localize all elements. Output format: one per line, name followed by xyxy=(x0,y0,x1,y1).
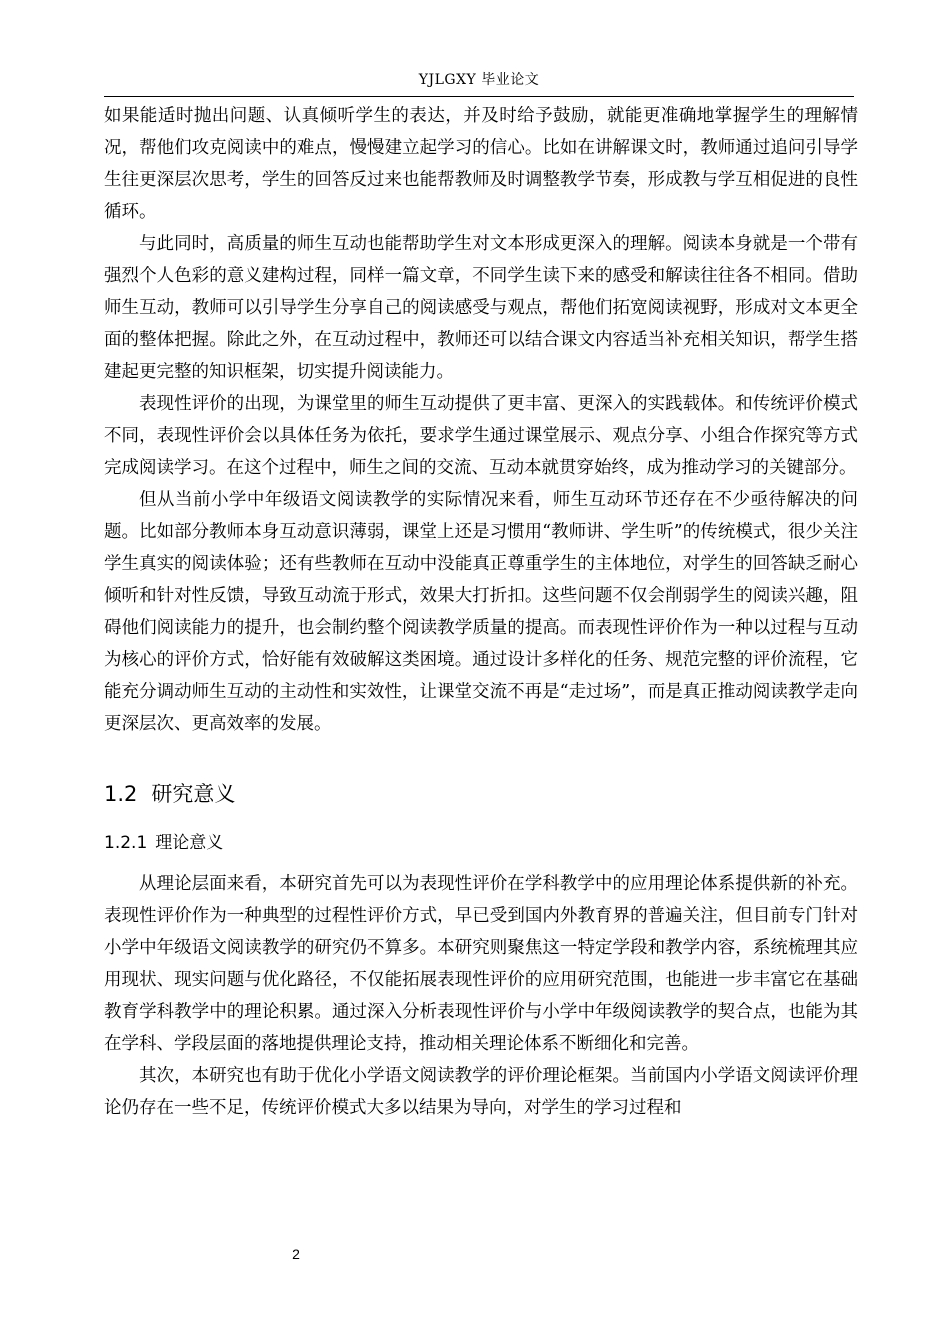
section-number: 1.2 xyxy=(104,782,138,806)
running-title: YJLGXY 毕业论文 xyxy=(418,72,540,88)
body-paragraph: 但从当前小学中年级语文阅读教学的实际情况来看，师生互动环节还存在不少亟待解决的问题。比如部分教师本身互动意识薄弱，课堂上还是习惯用“教师讲、学生听”的传统模式，很少关注学生真实的阅读体验；还有些教师在互动中没能真正尊重学生的主体地位，对学生的回答缺乏耐心倾听和针对性反馈，导致互动流于形式，效果大打折扣。这些问题不仅会削弱学生的阅读兴趣，阻碍他们阅读能力的提升，也会制约整个阅读教学质量的提高。而表现性评价作为一种以过程与互动为核心的评价方式，恰好能有效破解这类困境。通过设计多样化的任务、规范完整的评价流程，它能充分调动师生互动的主动性和实效性，让课堂交流不再是“走过场”，而是真正推动阅读教学走向更深层次、更高效率的发展。 xyxy=(104,490,858,734)
body-paragraph: 与此同时，高质量的师生互动也能帮助学生对文本形成更深入的理解。阅读本身就是一个带有强烈个人色彩的意义建构过程，同样一篇文章，不同学生读下来的感受和解读往往各不相同。借助师生互动，教师可以引导学生分享自己的阅读感受与观点，帮他们拓宽阅读视野，形成对文本更全面的整体把握。除此之外，在互动过程中，教师还可以结合课文内容适当补充相关知识，帮学生搭建起更完整的知识框架，切实提升阅读能力。 xyxy=(104,234,858,382)
section-title: 研究意义 xyxy=(151,782,236,806)
page-body xyxy=(104,100,858,1124)
running-header xyxy=(104,66,854,97)
body-paragraph-continued: 如果能适时抛出问题、认真倾听学生的表达，并及时给予鼓励，就能更准确地掌握学生的理解情况，帮他们攻克阅读中的难点，慢慢建立起学习的信心。比如在讲解课文时，教师通过追问引导学生往更深层次思考，学生的回答反过来也能帮教师及时调整教学节奏，形成教与学互相促进的良性循环。 xyxy=(104,106,858,222)
subsection-title: 理论意义 xyxy=(155,833,224,853)
subsection-heading xyxy=(104,828,858,858)
page-number: 2 xyxy=(292,1246,300,1262)
subsection-number: 1.2.1 xyxy=(104,833,148,853)
section-heading xyxy=(104,778,858,810)
body-paragraph: 其次，本研究也有助于优化小学语文阅读教学的评价理论框架。当前国内小学语文阅读评价理论仍存在一些不足，传统评价模式大多以结果为导向，对学生的学习过程和 xyxy=(104,1066,858,1118)
body-paragraph: 从理论层面来看，本研究首先可以为表现性评价在学科教学中的应用理论体系提供新的补充。表现性评价作为一种典型的过程性评价方式，早已受到国内外教育界的普遍关注，但目前专门针对小学中年级语文阅读教学的研究仍不算多。本研究则聚焦这一特定学段和教学内容，系统梳理其应用现状、现实问题与优化路径，不仅能拓展表现性评价的应用研究范围，也能进一步丰富它在基础教育学科教学中的理论积累。通过深入分析表现性评价与小学中年级阅读教学的契合点，也能为其在学科、学段层面的落地提供理论支持，推动相关理论体系不断细化和完善。 xyxy=(104,874,858,1054)
body-paragraph: 表现性评价的出现，为课堂里的师生互动提供了更丰富、更深入的实践载体。和传统评价模式不同，表现性评价会以具体任务为依托，要求学生通过课堂展示、观点分享、小组合作探究等方式完成阅读学习。在这个过程中，师生之间的交流、互动本就贯穿始终，成为推动学习的关键部分。 xyxy=(104,394,858,478)
